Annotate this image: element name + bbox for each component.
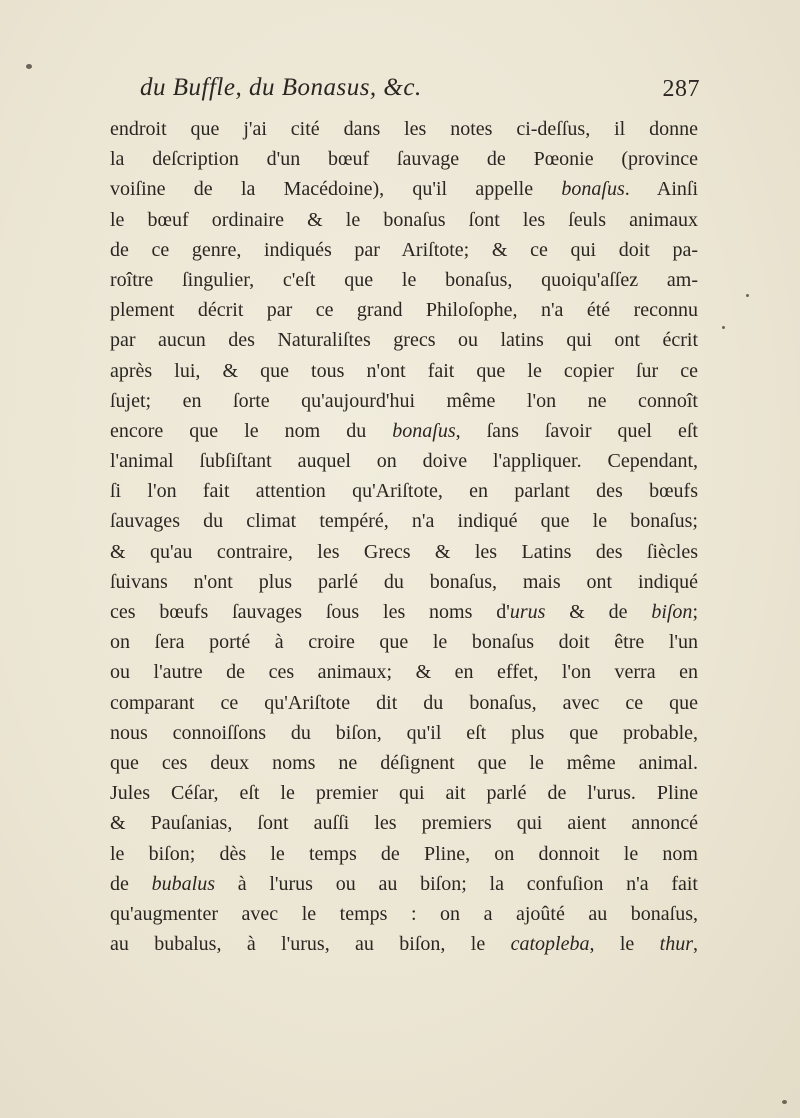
text-line: encore que le nom du bonaſus, ſans ſavoir quel eſt: [110, 419, 698, 442]
text-line: par aucun des Naturaliſtes grecs ou latins qui ont écrit: [110, 329, 698, 352]
text-line: on ſera porté à croire que le bonaſus doit être l'un: [110, 631, 698, 654]
text-line: ſujet; en ſorte qu'aujourd'hui même l'on ne connoît: [110, 389, 698, 412]
text-line: ſauvages du climat tempéré, n'a indiqué que le bonaſus;: [110, 510, 698, 533]
text-line: de ce genre, indiqués par Ariſtote; & ce qui doit pa-: [110, 238, 698, 261]
text-line: endroit que j'ai cité dans les notes ci-deſſus, il donne: [110, 118, 698, 140]
paper-spot: [746, 294, 749, 297]
text-line: plement décrit par ce grand Philoſophe, n'a été reconnu: [110, 299, 698, 322]
text-line: l'animal ſubſiſtant auquel on doive l'appliquer. Cependant,: [110, 450, 698, 473]
text-line: nous connoiſſons du biſon, qu'il eſt plus que probable,: [110, 721, 698, 744]
text-line: voiſine de la Macédoine), qu'il appelle bonaſus. Ainſi: [110, 178, 698, 201]
paper-spot: [26, 64, 32, 69]
text-line: au bubalus, à l'urus, au biſon, le catopleba, le thur,: [110, 933, 698, 956]
text-line: roître ſingulier, c'eſt que le bonaſus, quoiqu'aſſez am-: [110, 268, 698, 291]
text-line: que ces deux noms ne déſignent que le même animal.: [110, 751, 698, 774]
text-line: le bœuf ordinaire & le bonaſus ſont les ſeuls animaux: [110, 208, 698, 231]
text-line: ou l'autre de ces animaux; & en effet, l'on verra en: [110, 661, 698, 684]
running-title: du Buffle, du Bonasus, &c.: [140, 74, 422, 101]
text-line: ſi l'on fait attention qu'Ariſtote, en parlant des bœufs: [110, 480, 698, 503]
text-line: & qu'au contraire, les Grecs & les Latins des ſiècles: [110, 540, 698, 563]
running-header: [140, 74, 700, 114]
text-line: le biſon; dès le temps de Pline, on donnoit le nom: [110, 842, 698, 865]
page-number: 287: [662, 76, 700, 102]
text-line: qu'augmenter avec le temps : on a ajoûté au bonaſus,: [110, 902, 698, 925]
text-line: après lui, & que tous n'ont fait que le copier ſur ce: [110, 359, 698, 382]
body-text: [110, 114, 698, 959]
paper-spot: [782, 1100, 787, 1104]
text-line: & Pauſanias, ſont auſſi les premiers qui aient annoncé: [110, 812, 698, 835]
text-line: la deſcription d'un bœuf ſauvage de Pœonie (province: [110, 148, 698, 171]
text-line: Jules Céſar, eſt le premier qui ait parlé de l'urus. Pline: [110, 782, 698, 805]
text-line: ſuivans n'ont plus parlé du bonaſus, mais ont indiqué: [110, 570, 698, 593]
text-line: comparant ce qu'Ariſtote dit du bonaſus, avec ce que: [110, 691, 698, 714]
text-line: de bubalus à l'urus ou au biſon; la confuſion n'a fait: [110, 872, 698, 895]
paper-spot: [722, 326, 725, 329]
text-line: ces bœufs ſauvages ſous les noms d'urus & de biſon;: [110, 601, 698, 623]
